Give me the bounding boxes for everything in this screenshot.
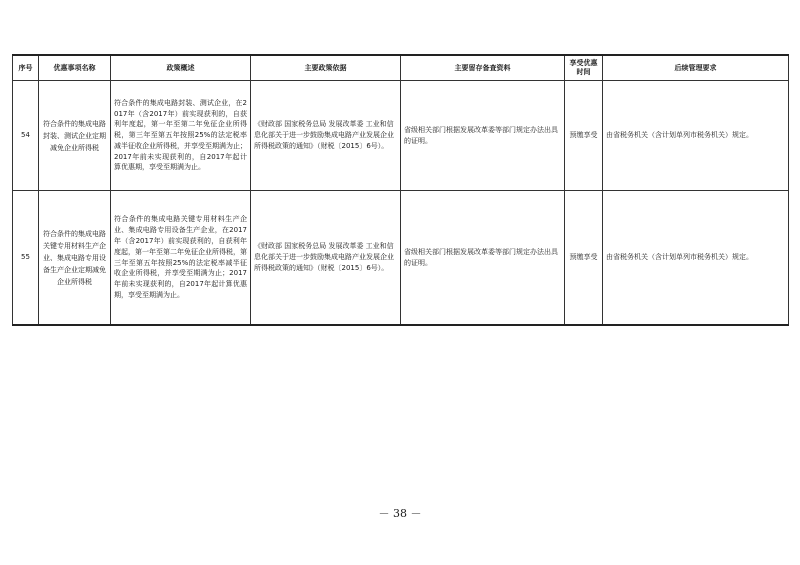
row-number: 54: [13, 81, 39, 191]
page-number: － 38 －: [378, 507, 422, 520]
row-time: 预缴享受: [565, 191, 603, 326]
header-item-name: 优惠事项名称: [39, 55, 111, 81]
table-row: [13, 191, 789, 326]
policy-table: [12, 54, 789, 326]
header-number: 序号: [13, 55, 39, 81]
table-row: [13, 81, 789, 191]
row-summary: 符合条件的集成电路关键专用材料生产企业、集成电路专用设备生产企业，在2017年（含2017年）前实现获利的，自获利年度起，第一年至第二年免征企业所得税，第三年至第五年按照25%的法定税率减半征收企业所得税，并享受至期满为止；2017年前未实现获利的，自2017年起计算优惠期，享受至期满为止。: [111, 191, 251, 326]
row-summary: 符合条件的集成电路封装、测试企业，在2017年（含2017年）前实现获利的，自获利年度起，第一年至第二年免征企业所得税，第三年至第五年按照25%的法定税率减半征收企业所得税，并享受至期满为止；2017年前未实现获利的，自2017年起计算优惠期，享受至期满为止。: [111, 81, 251, 191]
row-management: 由省税务机关（含计划单列市税务机关）规定。: [603, 81, 789, 191]
row-item-name: 符合条件的集成电路关键专用材料生产企业、集成电路专用设备生产企业定期减免企业所得税: [39, 191, 111, 326]
row-management: 由省税务机关（含计划单列市税务机关）规定。: [603, 191, 789, 326]
row-materials: 省级相关部门根据发展改革委等部门规定办法出具的证明。: [401, 81, 565, 191]
row-number: 55: [13, 191, 39, 326]
header-time: 享受优惠时间: [565, 55, 603, 81]
row-materials: 省级相关部门根据发展改革委等部门规定办法出具的证明。: [401, 191, 565, 326]
header-basis: 主要政策依据: [251, 55, 401, 81]
header-management: 后续管理要求: [603, 55, 789, 81]
row-time: 预缴享受: [565, 81, 603, 191]
header-materials: 主要留存备查资料: [401, 55, 565, 81]
row-basis: 《财政部 国家税务总局 发展改革委 工业和信息化部关于进一步鼓励集成电路产业发展企业所得税政策的通知》（财税〔2015〕6号）。: [251, 81, 401, 191]
header-summary: 政策概述: [111, 55, 251, 81]
row-basis: 《财政部 国家税务总局 发展改革委 工业和信息化部关于进一步鼓励集成电路产业发展企业所得税政策的通知》（财税〔2015〕6号）。: [251, 191, 401, 326]
row-item-name: 符合条件的集成电路封装、测试企业定期减免企业所得税: [39, 81, 111, 191]
table-header-row: [13, 55, 789, 81]
